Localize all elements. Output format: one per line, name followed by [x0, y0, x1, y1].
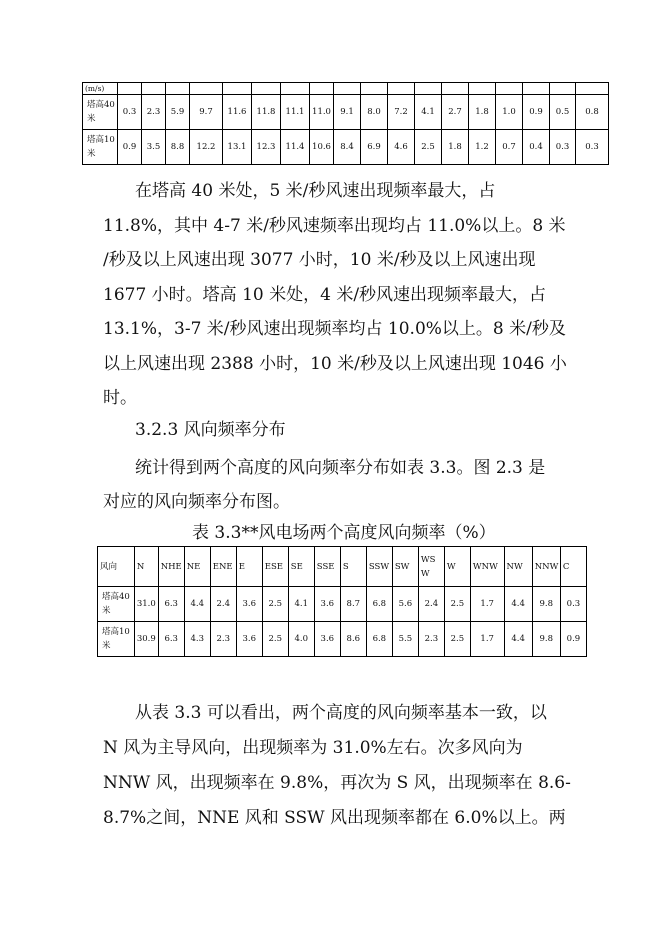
cell-value: 6.9 [367, 142, 381, 152]
cell-value: 6.3 [164, 599, 178, 609]
cell-value: 11.0 [312, 107, 331, 117]
cell-value: 4.4 [190, 599, 204, 609]
table-cell [223, 95, 252, 130]
paragraph-line: 13.1%，3-7 米/秒风速出现频率均占 10.0%以上。8 米/秒及 [103, 319, 566, 339]
table-cell [190, 130, 223, 165]
table-cell [252, 130, 281, 165]
cell-value: 2.4 [424, 599, 439, 609]
table-cell [576, 130, 609, 165]
cell-value: 3.6 [242, 599, 257, 609]
cell-value: 9.7 [199, 107, 213, 117]
direction-label: SSW [368, 561, 390, 572]
cell-value: 30.9 [136, 634, 156, 644]
cell-value: 11.1 [285, 107, 305, 117]
cell-value: 0.8 [585, 107, 599, 117]
table-cell [262, 587, 288, 622]
direction-label: ESE [264, 561, 283, 572]
table-cell [532, 622, 560, 657]
table-cell [134, 622, 158, 657]
table-cell [340, 587, 366, 622]
cell-value: 8.7 [346, 599, 361, 609]
paragraph-line: 以上风速出现 2388 小时，10 米/秒及以上风速出现 1046 小 [103, 354, 567, 374]
table-cell [118, 130, 142, 165]
cell-value: 11.8 [256, 107, 276, 117]
cell-value: 1.2 [475, 142, 489, 152]
table-cell [550, 95, 576, 130]
header-label: 风向 [98, 547, 135, 587]
direction-header [262, 547, 288, 587]
cell-value: 9.8 [539, 634, 554, 644]
table-cell [361, 130, 388, 165]
direction-label: W [446, 561, 456, 572]
table-cell [118, 95, 142, 130]
table-caption: 表 3.3**风电场两个高度风向频率（%） [192, 523, 496, 543]
direction-label: ENE [212, 561, 233, 572]
table-cell [576, 95, 609, 130]
paragraph-line: NNW 风，出现频率在 9.8%，再次为 S 风，出现频率在 8.6- [103, 773, 571, 793]
table-cell [523, 130, 550, 165]
table-cell [560, 587, 586, 622]
table-cell [252, 95, 281, 130]
cell-value: 3.5 [146, 142, 161, 152]
direction-label: E [238, 561, 245, 572]
cell-value: 4.1 [421, 107, 435, 117]
cell-value: 6.3 [164, 634, 178, 644]
direction-label: S [342, 561, 349, 572]
direction-header [470, 547, 504, 587]
cell-value: 2.5 [450, 599, 465, 609]
row-label [83, 130, 118, 165]
table-cell [236, 622, 262, 657]
row-label [98, 587, 135, 622]
table-cell [210, 622, 236, 657]
table-cell [210, 587, 236, 622]
table-cell [444, 622, 470, 657]
cell-value: 2.5 [268, 599, 283, 609]
table-cell [334, 95, 361, 130]
cell-value: 2.4 [216, 599, 230, 609]
table-cell [496, 130, 523, 165]
cell-value: 0.9 [529, 107, 543, 117]
cell-value: 2.3 [216, 634, 230, 644]
cell-value: 31.0 [136, 599, 156, 609]
table-cell [361, 95, 388, 130]
direction-header [210, 547, 236, 587]
table-cell [310, 130, 334, 165]
table-row [98, 622, 587, 657]
cell-value: 1.0 [502, 107, 516, 117]
table-cell [442, 95, 469, 130]
paragraph-line: 统计得到两个高度的风向频率分布如表 3.3。图 2.3 是 [135, 458, 546, 478]
direction-header [314, 547, 340, 587]
row-label-text: 塔高10米 [102, 627, 130, 651]
table-cell [366, 622, 392, 657]
table-cell [288, 587, 314, 622]
cell-value: 0.7 [502, 142, 516, 152]
cell-value: 2.5 [450, 634, 465, 644]
paragraph-line: 对应的风向频率分布图。 [103, 492, 290, 512]
row-label-text: 塔高10米 [87, 135, 115, 159]
direction-header [366, 547, 392, 587]
table-row [83, 83, 609, 95]
cell-value: 9.1 [340, 107, 354, 117]
table-cell [415, 95, 442, 130]
cell-value: 0.3 [566, 599, 581, 609]
table-cell [392, 587, 418, 622]
table-cell [184, 587, 210, 622]
cell-value: 5.9 [170, 107, 185, 117]
direction-header [504, 547, 532, 587]
direction-label: NW [506, 561, 523, 572]
direction-label: SW [394, 561, 410, 572]
paragraph-line: N 风为主导风向，出现频率为 31.0%左右。次多风向为 [103, 738, 523, 758]
cell-value: 9.8 [539, 599, 554, 609]
direction-label: WSW [420, 554, 436, 579]
cell-value: 0.3 [122, 107, 137, 117]
table-cell [288, 622, 314, 657]
cell-value: 4.4 [511, 634, 525, 644]
table-cell [388, 95, 415, 130]
table-cell [334, 130, 361, 165]
table-cell [444, 587, 470, 622]
table-cell [158, 622, 184, 657]
cell-value: 7.2 [394, 107, 408, 117]
cell-value: 13.1 [227, 142, 247, 152]
cell-value: 12.2 [196, 142, 216, 152]
cell-value: 6.8 [372, 599, 387, 609]
cell-value: 4.4 [511, 599, 525, 609]
cell-value: 1.8 [475, 107, 489, 117]
row-label [98, 622, 135, 657]
row-label-text: 塔高40米 [87, 100, 115, 124]
table-cell [166, 95, 190, 130]
row-label-text: 塔高40米 [102, 592, 130, 616]
cell-value: 5.6 [398, 599, 413, 609]
cell-value: 1.7 [480, 599, 494, 609]
table-cell [184, 622, 210, 657]
table-cell [418, 622, 444, 657]
cell-value: 4.6 [394, 142, 408, 152]
cell-value: 8.8 [170, 142, 185, 152]
cell-value: 4.0 [294, 634, 309, 644]
cell-value: 3.6 [320, 634, 335, 644]
paragraph-line: 从表 3.3 可以看出，两个高度的风向频率基本一致，以 [135, 703, 547, 723]
cell-value: 8.0 [367, 107, 381, 117]
cell-value: 2.5 [421, 142, 435, 152]
cell-value: 10.6 [312, 142, 331, 152]
table-cell [470, 587, 504, 622]
cell-value: 2.5 [268, 634, 283, 644]
direction-header [340, 547, 366, 587]
table-cell [223, 130, 252, 165]
cell-value: 0.5 [555, 107, 570, 117]
table-cell [262, 622, 288, 657]
table-row [98, 587, 587, 622]
table-row [83, 130, 609, 165]
table-cell [281, 130, 310, 165]
table-cell [532, 587, 560, 622]
table-cell [134, 587, 158, 622]
cell-value: 8.4 [340, 142, 354, 152]
direction-label: WNW [472, 561, 498, 572]
table-cell [388, 130, 415, 165]
table-cell [504, 587, 532, 622]
unit-label: (m/s) [83, 83, 118, 95]
wind-speed-table [82, 82, 609, 165]
table-cell [504, 622, 532, 657]
cell-value: 6.8 [372, 634, 387, 644]
cell-value: 3.6 [320, 599, 335, 609]
row-label [83, 95, 118, 130]
direction-header [560, 547, 586, 587]
cell-value: 4.3 [190, 634, 204, 644]
cell-value: 2.3 [146, 107, 161, 117]
table-cell [469, 130, 496, 165]
table-cell [142, 95, 166, 130]
cell-value: 11.4 [285, 142, 305, 152]
cell-value: 12.3 [256, 142, 276, 152]
table-header-row [98, 547, 587, 587]
table-cell [310, 95, 334, 130]
table-cell [392, 622, 418, 657]
direction-header [236, 547, 262, 587]
cell-value: 0.3 [555, 142, 570, 152]
direction-header [532, 547, 560, 587]
direction-header [158, 547, 184, 587]
direction-header [392, 547, 418, 587]
table-cell [236, 587, 262, 622]
cell-value: 3.6 [242, 634, 257, 644]
table-cell [314, 587, 340, 622]
cell-value: 1.7 [480, 634, 494, 644]
cell-value: 0.3 [585, 142, 599, 152]
table-cell [281, 95, 310, 130]
wind-direction-table [97, 546, 587, 657]
table-row [83, 95, 609, 130]
table-cell [190, 95, 223, 130]
direction-label: NNW [534, 561, 559, 572]
table-cell [158, 587, 184, 622]
paragraph-line: 在塔高 40 米处，5 米/秒风速出现频率最大，占 [135, 181, 496, 201]
paragraph-line: 8.7%之间，NNE 风和 SSW 风出现频率都在 6.0%以上。两 [103, 808, 566, 828]
direction-label: N [136, 561, 145, 572]
cell-value: 2.7 [448, 107, 462, 117]
cell-value: 5.5 [398, 634, 413, 644]
direction-header [418, 547, 444, 587]
table-cell [470, 622, 504, 657]
table-cell [142, 130, 166, 165]
table-cell [340, 622, 366, 657]
direction-label: C [562, 561, 570, 572]
table-cell [550, 130, 576, 165]
table-cell [314, 622, 340, 657]
table-cell [496, 95, 523, 130]
cell-value: 1.8 [448, 142, 462, 152]
direction-header [184, 547, 210, 587]
section-heading: 3.2.3 风向频率分布 [135, 420, 286, 440]
table-cell [523, 95, 550, 130]
cell-value: 4.1 [294, 599, 309, 609]
cell-value: 0.9 [566, 634, 581, 644]
direction-label: SSE [316, 561, 335, 572]
direction-label: NHE [160, 561, 182, 572]
cell-value: 0.9 [122, 142, 137, 152]
paragraph-line: 11.8%，其中 4-7 米/秒风速频率出现均占 11.0%以上。8 米 [103, 216, 566, 236]
paragraph-line: 时。 [103, 388, 137, 408]
direction-label: SE [290, 561, 303, 572]
cell-value: 8.6 [346, 634, 361, 644]
cell-value: 0.4 [529, 142, 543, 152]
direction-label: NE [186, 561, 201, 572]
table-cell [415, 130, 442, 165]
table-cell [442, 130, 469, 165]
cell-value: 2.3 [424, 634, 439, 644]
cell-value: 11.6 [227, 107, 247, 117]
table-cell [469, 95, 496, 130]
direction-header [134, 547, 158, 587]
paragraph-line: 1677 小时。塔高 10 米处，4 米/秒风速出现频率最大，占 [103, 285, 547, 305]
table-cell [560, 622, 586, 657]
direction-header [444, 547, 470, 587]
paragraph-line: /秒及以上风速出现 3077 小时，10 米/秒及以上风速出现 [103, 250, 536, 270]
table-cell [366, 587, 392, 622]
direction-header [288, 547, 314, 587]
table-cell [418, 587, 444, 622]
table-cell [166, 130, 190, 165]
